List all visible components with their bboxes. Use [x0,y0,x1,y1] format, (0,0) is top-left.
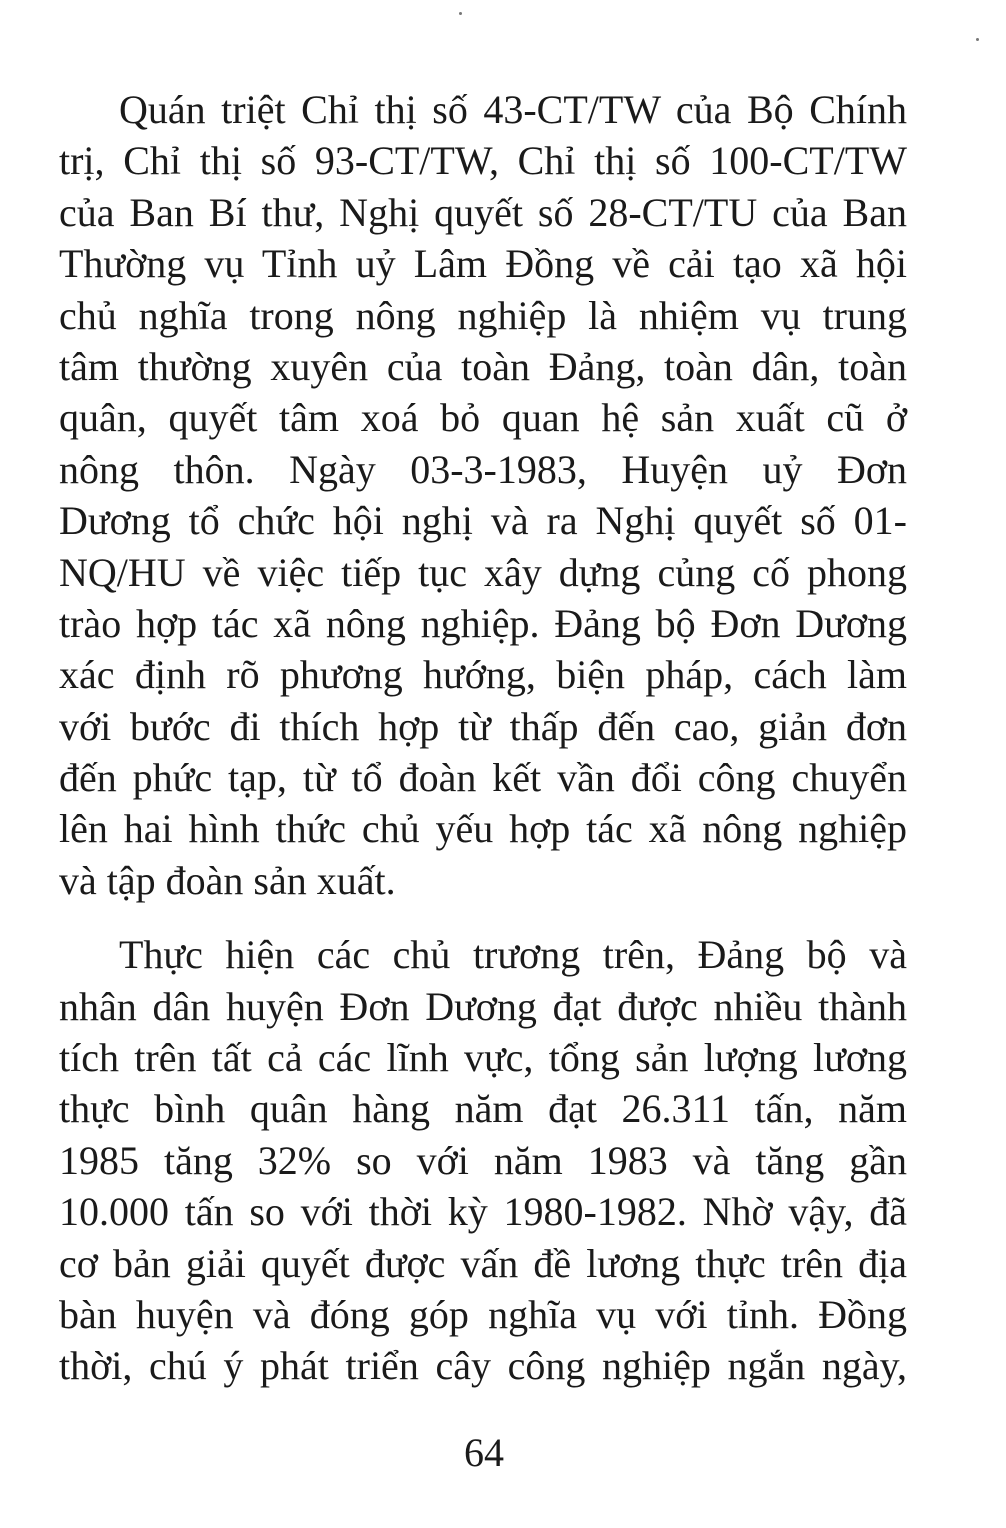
text-line: 10.000 tấn so với thời kỳ 1980-1982. Nhờ vậy, đã [59,1189,907,1235]
text-line: thực bình quân hàng năm đạt 26.311 tấn, năm [59,1086,907,1132]
text-line: với bước đi thích hợp từ thấp đến cao, giản đơn [59,703,907,749]
text-line: chủ nghĩa trong nông nghiệp là nhiệm vụ trung [59,292,907,338]
text-line: quân, quyết tâm xoá bỏ quan hệ sản xuất cũ ở [59,395,907,441]
body-text [59,84,907,1392]
text-line: bàn huyện và đóng góp nghĩa vụ với tỉnh. Đồng [59,1291,907,1337]
paragraph-gap [59,906,907,929]
text-line: của Ban Bí thư, Nghị quyết số 28-CT/TU của Ban [59,189,907,235]
text-line: tâm thường xuyên của toàn Đảng, toàn dân, toàn [59,343,907,389]
text-line: thời, chú ý phát triển cây công nghiệp ngắn ngày, [59,1343,907,1389]
text-line: và tập đoàn sản xuất. [59,857,396,903]
page-number: 64 [464,1430,504,1475]
text-line: trào hợp tác xã nông nghiệp. Đảng bộ Đơn Dương [59,600,907,646]
text-line: xác định rõ phương hướng, biện pháp, cách làm [59,652,907,698]
text-line: Thường vụ Tỉnh uỷ Lâm Đồng về cải tạo xã hội [59,241,907,287]
paragraph-2 [59,929,907,1392]
text-line: Quán triệt Chỉ thị số 43-CT/TW của Bộ Chính [119,87,907,132]
paragraph-1 [59,84,907,906]
text-line: tích trên tất cả các lĩnh vực, tổng sản lượng lương [59,1035,907,1081]
text-line: trị, Chỉ thị số 93-CT/TW, Chỉ thị số 100-CT/TW [59,138,907,184]
scan-speck [976,38,979,41]
text-line: nông thôn. Ngày 03-3-1983, Huyện uỷ Đơn [59,446,907,492]
text-line: NQ/HU về việc tiếp tục xây dựng củng cố phong [59,549,907,595]
text-line: Dương tổ chức hội nghị và ra Nghị quyết số 01- [59,498,907,544]
text-line: Thực hiện các chủ trương trên, Đảng bộ và [119,932,907,978]
text-line: đến phức tạp, từ tổ đoàn kết vần đổi công chuyển [59,755,907,801]
scan-speck [459,12,462,15]
text-line: lên hai hình thức chủ yếu hợp tác xã nông nghiệp [59,806,907,852]
text-line: cơ bản giải quyết được vấn đề lương thực trên địa [59,1240,907,1286]
text-line: nhân dân huyện Đơn Dương đạt được nhiều thành [59,983,907,1029]
text-line: 1985 tăng 32% so với năm 1983 và tăng gần [59,1137,907,1183]
